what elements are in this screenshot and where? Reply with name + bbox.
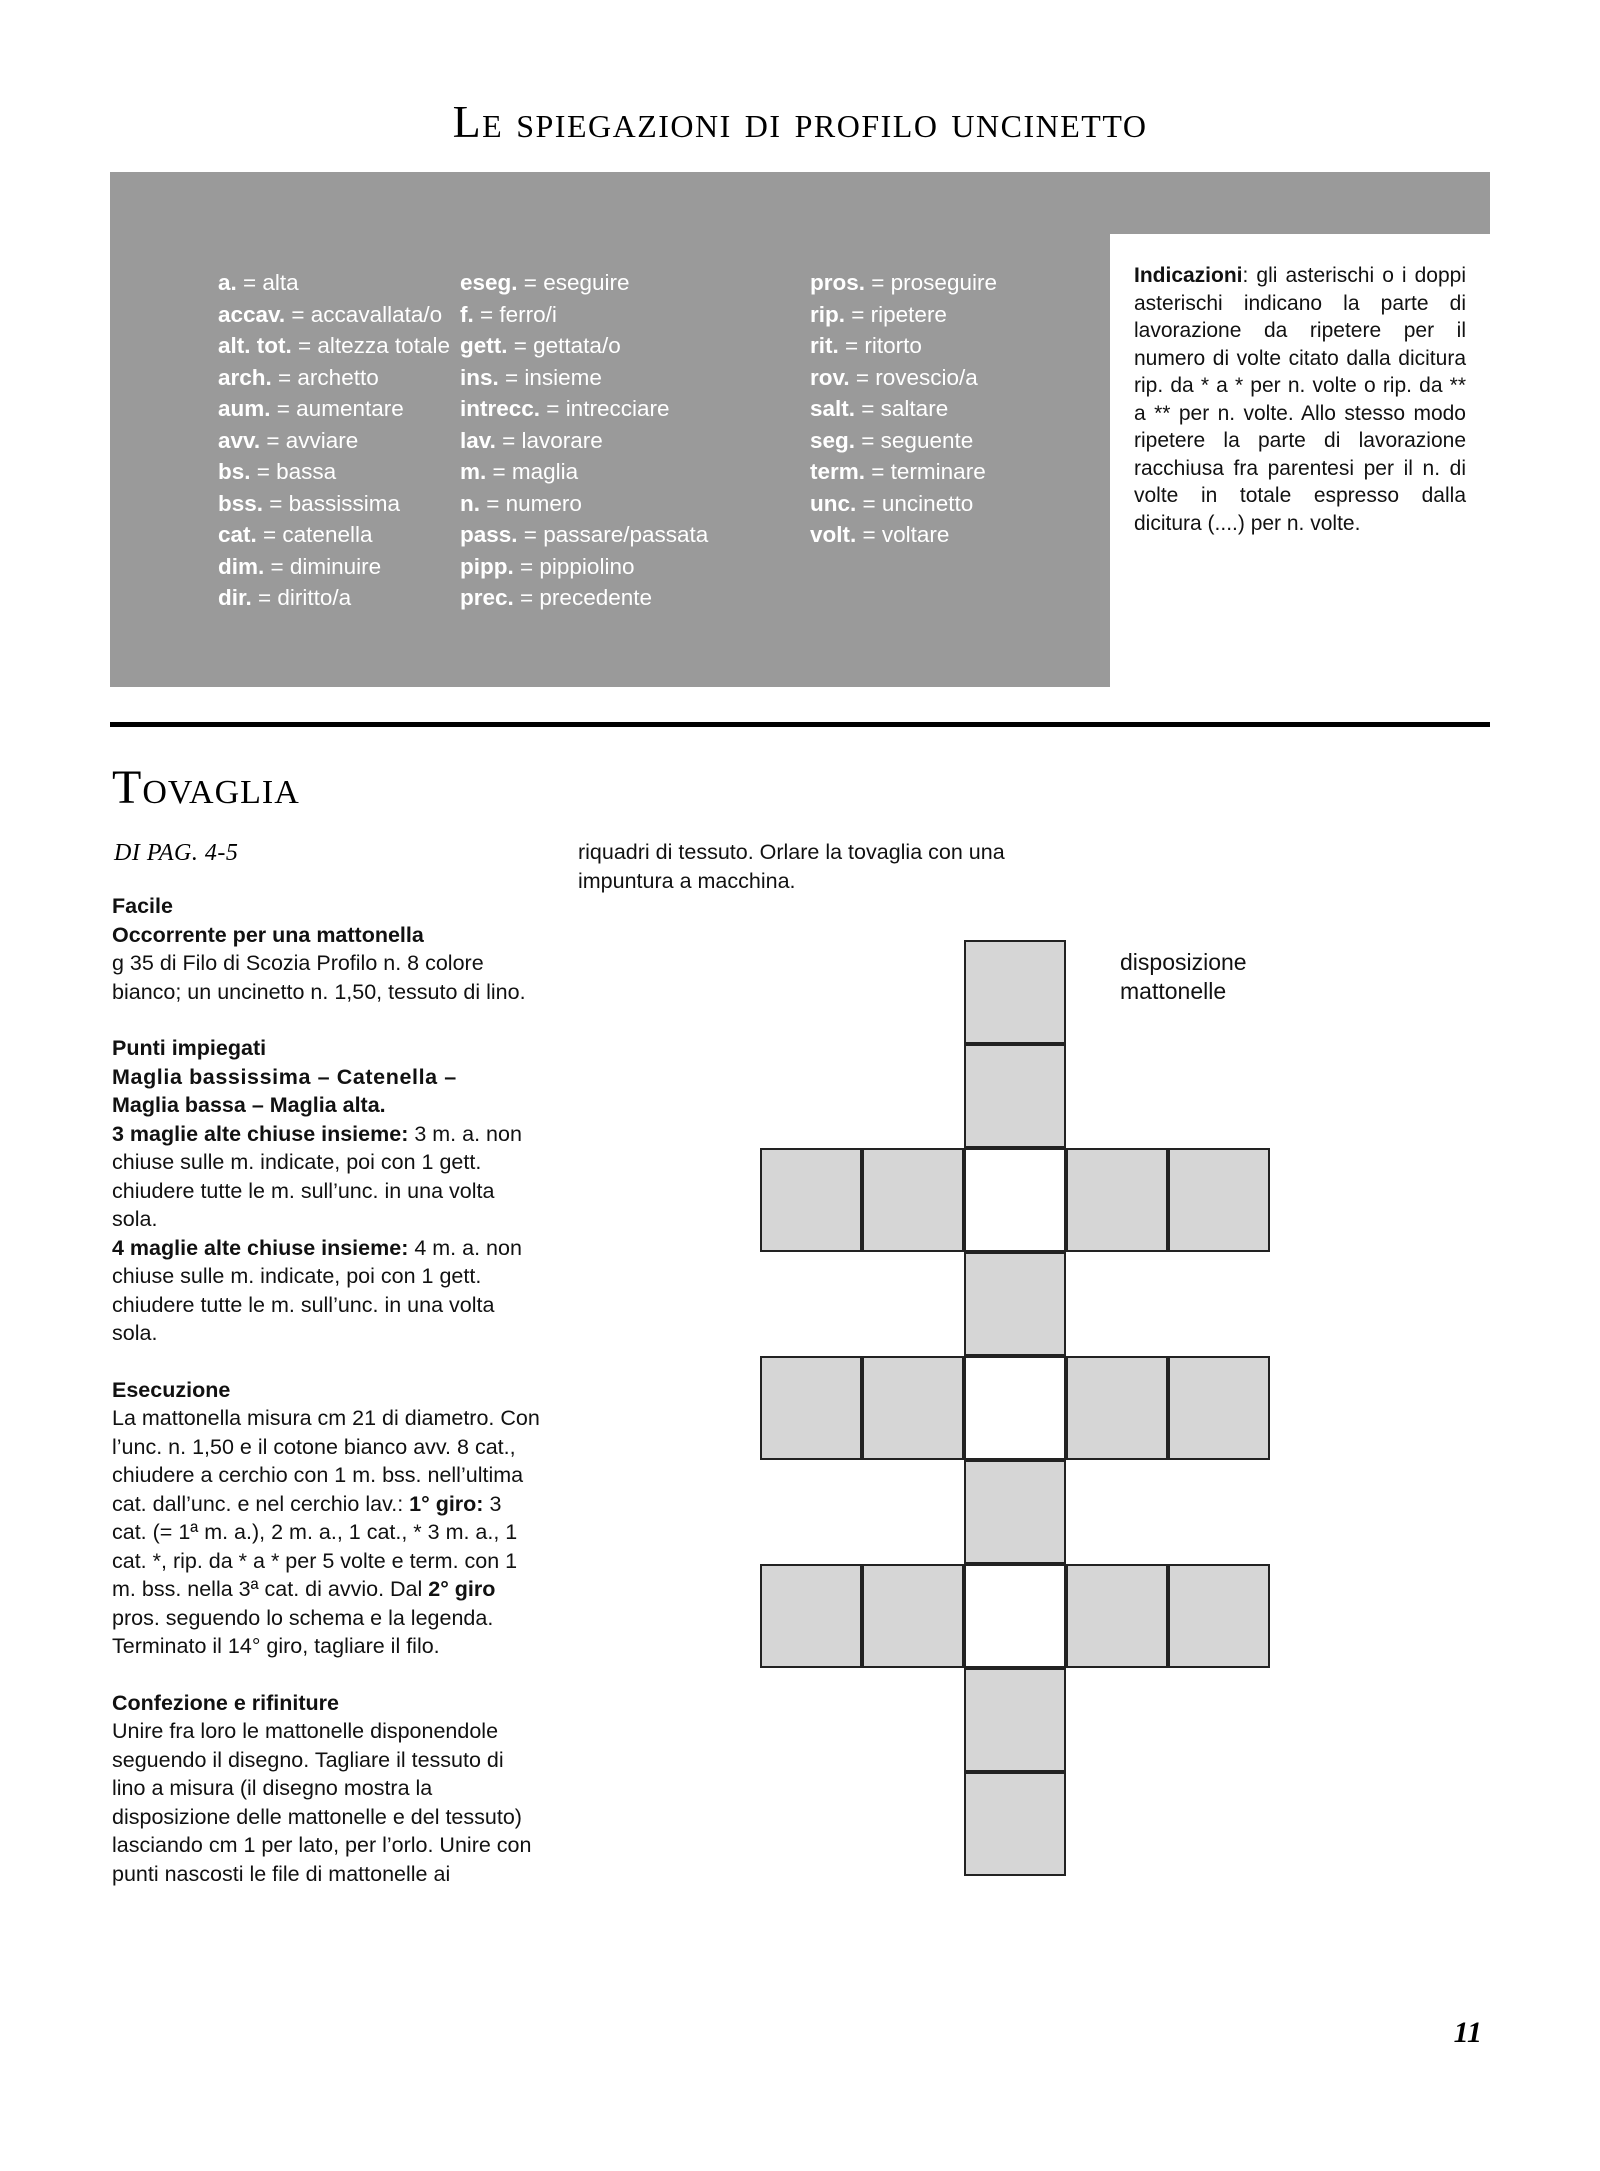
- indicazioni-heading: Indicazioni: [1134, 264, 1243, 287]
- abbreviation-key: term.: [810, 459, 872, 484]
- abbreviation-value: = archetto: [278, 364, 379, 390]
- fabric-square-cell: [964, 1148, 1066, 1252]
- punto-4-maglie-label: 4 maglie alte chiuse insieme:: [112, 1235, 409, 1260]
- abbreviation-key: rit.: [810, 333, 846, 358]
- abbreviation-key: dim.: [218, 553, 271, 579]
- abbreviation-value: = pippiolino: [520, 553, 635, 579]
- tile-cell: [1066, 1564, 1168, 1668]
- abbreviation-key: cat.: [218, 522, 264, 547]
- abbreviation-key: f.: [460, 301, 480, 327]
- abbreviation-key: pros.: [810, 270, 872, 295]
- abbreviation-value: = gettata/o: [513, 333, 621, 358]
- abbreviation-row: [460, 267, 790, 299]
- tile-cell: [760, 1148, 862, 1252]
- punti-list-line-2: Maglia bassa – Maglia alta.: [112, 1093, 386, 1117]
- abbreviation-value: = rovescio/a: [855, 364, 978, 390]
- abbreviation-row: [460, 330, 790, 362]
- punti-heading: Punti impiegati: [112, 1036, 267, 1060]
- abbreviation-row: [810, 267, 1110, 299]
- punti-list-line-1: Maglia bassissima – Catenella –: [112, 1064, 457, 1089]
- abbreviation-key: volt.: [810, 522, 863, 547]
- abbreviation-value: = seguente: [861, 427, 974, 453]
- abbreviation-value: = maglia: [492, 459, 579, 484]
- abbreviation-value: = ritorto: [845, 333, 922, 358]
- confezione-heading: Confezione e rifiniture: [112, 1690, 339, 1715]
- confezione-continuation: riquadri di tessuto. Orlare la tovaglia con una impuntura a macchina.: [578, 840, 1005, 893]
- abbreviation-row: [460, 582, 790, 614]
- diagram-caption-line-2: mattonelle: [1120, 978, 1227, 1004]
- abbreviation-value: = numero: [486, 490, 582, 516]
- abbreviation-key: unc.: [810, 490, 863, 516]
- abbreviation-key: prec.: [460, 585, 521, 610]
- esecuzione-giro-1-label: 1° giro:: [409, 1491, 484, 1516]
- punto-3-maglie-label: 3 maglie alte chiuse insieme:: [112, 1121, 409, 1146]
- tile-cell: [862, 1356, 964, 1460]
- abbreviation-value: = voltare: [862, 522, 950, 547]
- abbreviation-row: [810, 393, 1110, 425]
- tile-cell: [964, 1252, 1066, 1356]
- occorrente-text: g 35 di Filo di Scozia Profilo n. 8 colore bianco; un uncinetto n. 1,50, tessuto di lino.: [112, 951, 526, 1004]
- abbreviation-key: eseg.: [460, 270, 524, 295]
- abbreviation-value: = insieme: [505, 364, 602, 390]
- abbreviation-value: = saltare: [861, 396, 949, 421]
- abbreviation-key: rov.: [810, 364, 856, 390]
- esecuzione-part-2: 3 cat. (= 1ª m. a.), 2 m. a., 1 cat., * 3 m. a., 1 cat. *, rip. da * a * per 5 volte e term. con 1 m. bss. nella 3ª cat. di avvio. Dal: [112, 1491, 518, 1601]
- abbreviation-value: = passare/passata: [523, 522, 709, 547]
- abbreviation-row: [460, 488, 790, 520]
- tile-cell: [964, 1668, 1066, 1772]
- abbreviation-row: [460, 456, 790, 488]
- punto-3-maglie: [112, 1120, 542, 1234]
- abbreviation-row: [810, 456, 1110, 488]
- tile-cell: [964, 1460, 1066, 1564]
- abbreviation-value: = eseguire: [523, 270, 630, 295]
- abbreviation-key: gett.: [460, 333, 514, 358]
- diagram-caption-line-1: disposizione: [1120, 949, 1247, 975]
- abbreviation-value: = diminuire: [270, 553, 382, 579]
- abbreviation-value: = uncinetto: [862, 490, 974, 516]
- esecuzione-heading: Esecuzione: [112, 1377, 231, 1402]
- fabric-square-cell: [964, 1564, 1066, 1668]
- instructions-column-left: [112, 892, 542, 1888]
- abbreviation-key: dir.: [218, 585, 259, 610]
- esecuzione-part-1: La mattonella misura cm 21 di diametro. Con l’unc. n. 1,50 e il cotone bianco avv. 8 cat., chiudere a cerchio con 1 m. bss. nell’ultima cat. dall’unc. e nel cerchio lav.:: [112, 1406, 540, 1516]
- abbreviation-value: = intrecciare: [546, 396, 670, 421]
- abbreviation-row: [810, 425, 1110, 457]
- tile-cell: [964, 1044, 1066, 1148]
- page-number: 11: [1453, 2016, 1482, 2049]
- abbreviation-key: rip.: [810, 301, 852, 327]
- abbreviation-row: [460, 425, 790, 457]
- tile-cell: [964, 1772, 1066, 1876]
- abbreviations-column-2: [460, 267, 790, 614]
- abbreviation-value: = ripetere: [851, 301, 947, 327]
- abbreviation-key: intrecc.: [460, 396, 547, 421]
- tile-cell: [862, 1148, 964, 1252]
- instructions-column-right: [578, 838, 1028, 895]
- abbreviation-value: = accavallata/o: [291, 301, 443, 327]
- abbreviation-key: bss.: [218, 490, 270, 516]
- abbreviation-value: = alta: [243, 270, 299, 295]
- abbreviation-value: = avviare: [266, 427, 359, 453]
- occorrente-heading: Occorrente per una mattonella: [112, 922, 424, 947]
- abbreviation-value: = aumentare: [276, 396, 404, 421]
- indicazioni-box: [1110, 234, 1490, 687]
- abbreviation-value: = catenella: [263, 522, 373, 547]
- abbreviations-panel: [110, 172, 1490, 687]
- abbreviation-row: [460, 362, 790, 394]
- tile-cell: [760, 1356, 862, 1460]
- indicazioni-heading-suffix: :: [1242, 264, 1249, 287]
- abbreviation-row: [810, 299, 1110, 331]
- abbreviation-key: salt.: [810, 396, 862, 421]
- abbreviation-key: pass.: [460, 522, 524, 547]
- abbreviation-key: aum.: [218, 396, 277, 421]
- abbreviation-row: [460, 551, 790, 583]
- abbreviation-key: pipp.: [460, 553, 520, 579]
- esecuzione-part-3: pros. seguendo lo schema e la legenda. Terminato il 14° giro, tagliare il filo.: [112, 1605, 494, 1658]
- section-subtitle: DI PAG. 4-5: [114, 840, 239, 866]
- abbreviation-key: m.: [460, 459, 493, 484]
- abbreviation-value: = bassa: [256, 459, 337, 484]
- confezione-text: Unire fra loro le mattonelle disponendole seguendo il disegno. Tagliare il tessuto di lino a misura (il disegno mostra la disposizione delle mattonelle e del tessuto) lasciando cm 1 per lato, per l’orlo. Unire con punti nascosti le file di mattonelle ai: [112, 1719, 532, 1886]
- abbreviation-key: avv.: [218, 427, 267, 453]
- abbreviation-value: = lavorare: [502, 427, 603, 453]
- tile-cell: [964, 940, 1066, 1044]
- indicazioni-text: [1134, 262, 1466, 537]
- difficulty-label: Facile: [112, 894, 173, 918]
- abbreviation-row: [810, 488, 1110, 520]
- punto-3-maglie-text: 3 m. a. non chiuse sulle m. indicate, poi con 1 gett. chiudere tutte le m. sull’unc. in una volta sola.: [112, 1121, 522, 1231]
- tile-cell: [1066, 1148, 1168, 1252]
- page-title: Le spiegazioni di profilo uncinetto: [452, 96, 1148, 147]
- abbreviation-value: = diritto/a: [258, 585, 352, 610]
- abbreviation-row: [460, 299, 790, 331]
- abbreviation-value: = precedente: [520, 585, 653, 610]
- abbreviation-key: alt. tot.: [218, 333, 298, 358]
- abbreviation-row: [460, 393, 790, 425]
- esecuzione-giro-2-label: 2° giro: [428, 1577, 496, 1601]
- abbreviation-key: seg.: [810, 427, 862, 453]
- abbreviation-value: = ferro/i: [480, 301, 557, 327]
- abbreviation-key: lav.: [460, 427, 503, 453]
- abbreviation-row: [460, 519, 790, 551]
- abbreviation-value: = altezza totale: [298, 333, 450, 358]
- section-divider: [110, 722, 1490, 727]
- tile-cell: [1168, 1564, 1270, 1668]
- abbreviation-key: bs.: [218, 459, 257, 484]
- tile-cell: [760, 1564, 862, 1668]
- abbreviation-key: ins.: [460, 364, 506, 390]
- abbreviation-key: n.: [460, 490, 487, 516]
- fabric-square-cell: [964, 1356, 1066, 1460]
- abbreviation-row: [810, 330, 1110, 362]
- section-title: Tovaglia: [112, 761, 300, 814]
- abbreviation-value: = bassissima: [269, 490, 400, 516]
- abbreviations-column-3: [810, 267, 1110, 551]
- abbreviation-key: a.: [218, 270, 244, 295]
- punto-4-maglie: [112, 1234, 542, 1348]
- tile-cell: [862, 1564, 964, 1668]
- punto-4-maglie-text: 4 m. a. non chiuse sulle m. indicate, poi con 1 gett. chiudere tutte le m. sull’unc. in una volta sola.: [112, 1235, 522, 1345]
- abbreviation-value: = proseguire: [871, 270, 997, 295]
- abbreviation-key: accav.: [218, 301, 292, 327]
- abbreviation-key: arch.: [218, 364, 279, 390]
- tile-layout-diagram: [760, 940, 1320, 1680]
- abbreviation-row: [810, 362, 1110, 394]
- abbreviation-value: = terminare: [871, 459, 986, 484]
- esecuzione-text: [112, 1404, 542, 1661]
- abbreviation-row: [810, 519, 1110, 551]
- tile-cell: [1168, 1356, 1270, 1460]
- indicazioni-body: gli asterischi o i doppi asterischi indicano la parte di lavorazione da ripetere per il numero di volte citato dalla dicitura rip. da * a * per n. volte o rip. da ** a ** per n. volte. Allo stesso modo ripetere la parte di lavorazione racchiusa fra parentesi per il n. di volte in totale espresso dalla dicitura (....) per n. volte.: [1134, 264, 1466, 535]
- tile-cell: [1168, 1148, 1270, 1252]
- tile-cell: [1066, 1356, 1168, 1460]
